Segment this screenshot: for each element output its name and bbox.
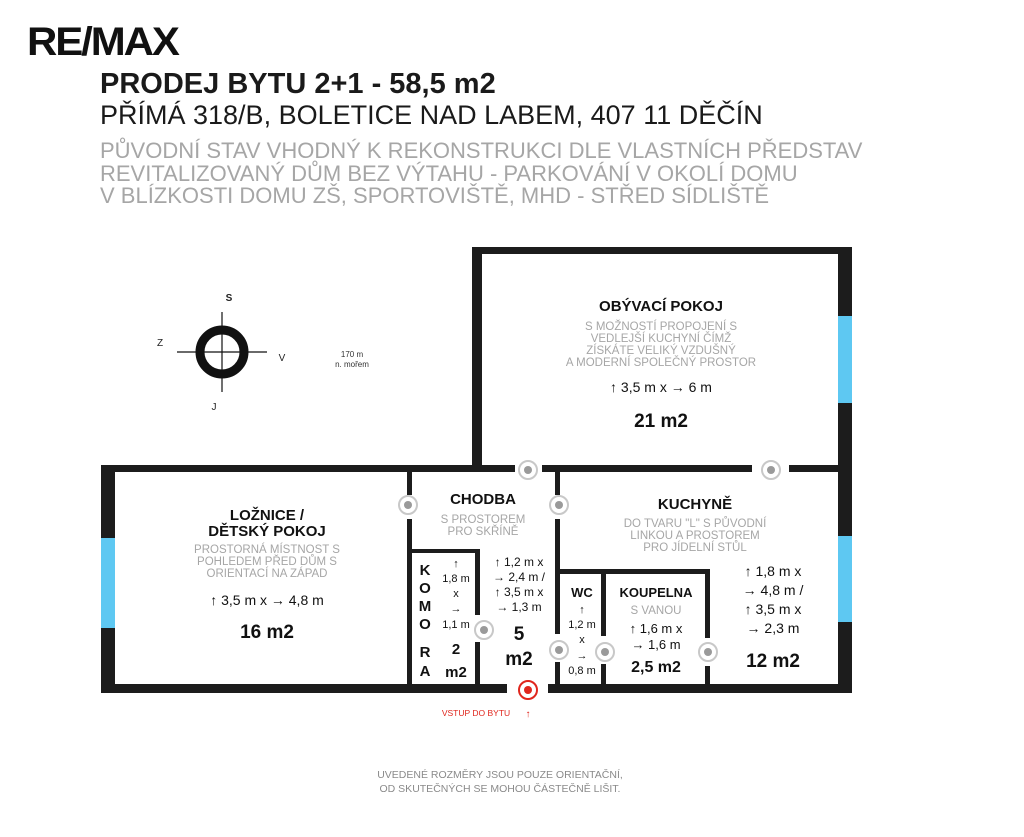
room-area: 2 [451,641,461,658]
room-dimensions: ↑ [579,604,585,616]
description-line: PŮVODNÍ STAV VHODNÝ K REKONSTRUKCI DLE VLASTNÍCH PŘEDSTAV [100,138,863,163]
room-note: LINKOU A PROSTOREM [630,530,760,542]
room-dimensions: 1,2 m [568,619,596,631]
room-dimensions: ↑ 3,5 m x [744,601,802,617]
room-area: 2,5 m2 [631,659,681,676]
room-bathroom [620,585,694,676]
room-area: 5 [513,624,525,645]
room-dimensions: → 4,8 m / [742,582,804,598]
room-note: VEDLEJŠÍ KUCHYNÍ ČÍMŽ [590,333,732,345]
room-living-room [566,297,756,432]
room-dimensions: → [450,603,462,615]
room-wc [568,585,596,677]
room-dimensions: x [579,634,585,646]
entrance-arrow: ↑ [525,709,531,720]
room-name: KOUPELNA [619,585,693,600]
room-dimensions: ↑ 1,6 m x [629,621,683,636]
compass-west-label: Z [156,338,164,349]
window-bedroom [101,538,115,628]
room-dimensions: → 1,6 m [631,637,681,652]
room-name-letter: O [419,580,431,597]
entrance-marker-icon [519,681,537,699]
room-name-letter: R [419,644,431,661]
room-name-letter: A [419,663,431,680]
room-dimensions: ↑ 1,8 m x [744,563,802,579]
remax-logo: RE/MAX [27,20,178,64]
footer-disclaimer: UVEDENÉ ROZMĚRY JSOU POUZE ORIENTAČNÍ, [377,769,623,781]
door-marker-icon [699,643,717,661]
room-name: WC [571,585,593,600]
room-area: m2 [505,649,533,670]
door-marker-icon [596,643,614,661]
listing-title: PRODEJ BYTU 2+1 - 58,5 m2 [100,68,496,100]
room-name: DĚTSKÝ POKOJ [208,523,326,540]
altitude-value: 170 m [340,350,364,359]
room-dimensions: ↑ 1,2 m x [494,555,544,569]
room-name: CHODBA [450,491,516,508]
room-note: A MODERNÍ SPOLEČNÝ PROSTOR [565,357,757,369]
room-dimensions: x [453,588,459,600]
compass-east-label: V [278,353,286,364]
window-kitchen [838,536,852,622]
room-dimensions: → 1,3 m [496,600,542,614]
room-area: m2 [445,664,467,681]
room-name-letter: O [419,616,431,633]
door-marker-icon [762,461,780,479]
room-area: 21 m2 [634,411,688,432]
entrance-label: VSTUP DO BYTU [441,708,511,718]
room-dimensions: ↑ 3,5 m x → 6 m [610,379,712,395]
door-marker-icon [475,621,493,639]
room-note: ZÍSKÁTE VELIKÝ VZDUŠNÝ [586,345,736,357]
listing-address: PŘÍMÁ 318/B, BOLETICE NAD LABEM, 407 11 DĚČÍN [100,100,763,130]
door-marker-icon [399,496,417,514]
door-marker-icon [550,496,568,514]
door-marker-icon [550,641,568,659]
description-line: V BLÍZKOSTI DOMU ZŠ, SPORTOVIŠTĚ, MHD - STŘED SÍDLIŠTĚ [100,183,770,208]
room-note: POHLEDEM PŘED DŮM S [197,556,337,568]
room-note: DO TVARU "L" S PŮVODNÍ [623,518,767,530]
room-note: S PROSTOREM [440,514,526,526]
room-note: PRO SKŘÍNĚ [447,526,519,538]
description-line: REVITALIZOVANÝ DŮM BEZ VÝTAHU - PARKOVÁNÍ V OKOLÍ DOMU [100,161,798,186]
room-note: ORIENTACÍ NA ZÁPAD [206,568,328,580]
room-note: PRO JÍDELNÍ STŮL [643,542,747,554]
room-name: OBÝVACÍ POKOJ [599,298,723,315]
room-bedroom [194,506,340,643]
room-area: 16 m2 [240,622,294,643]
room-name-letter: K [419,562,431,579]
room-name: KUCHYNĚ [657,496,733,513]
room-dimensions: ↑ 3,5 m x → 4,8 m [210,592,324,608]
room-dimensions: → 2,4 m / [492,570,546,584]
room-note: PROSTORNÁ MÍSTNOST S [194,544,340,556]
room-dimensions: → [576,650,588,662]
room-name: LOŽNICE / [229,507,305,524]
compass-south-label: J [211,402,217,413]
room-dimensions: ↑ [453,558,459,570]
room-dimensions: 1,1 m [442,619,470,631]
footer-disclaimer: OD SKUTEČNÝCH SE MOHOU ČÁSTEČNĚ LIŠIT. [379,783,621,795]
altitude-label: n. mořem [335,360,369,369]
room-note: S VANOU [630,605,682,617]
room-dimensions: 0,8 m [568,665,596,677]
room-area: 12 m2 [746,651,800,672]
window-living-room [838,316,852,403]
compass-icon [157,293,286,413]
room-note: S MOŽNOSTÍ PROPOJENÍ S [584,321,738,333]
room-dimensions: → 2,3 m [746,620,800,636]
room-name-letter: M [418,598,432,615]
room-dimensions: ↑ 3,5 m x [494,585,544,599]
room-dimensions: 1,8 m [442,573,470,585]
compass-north-label: S [225,293,233,304]
door-marker-icon [519,461,537,479]
room-storage [419,558,470,681]
